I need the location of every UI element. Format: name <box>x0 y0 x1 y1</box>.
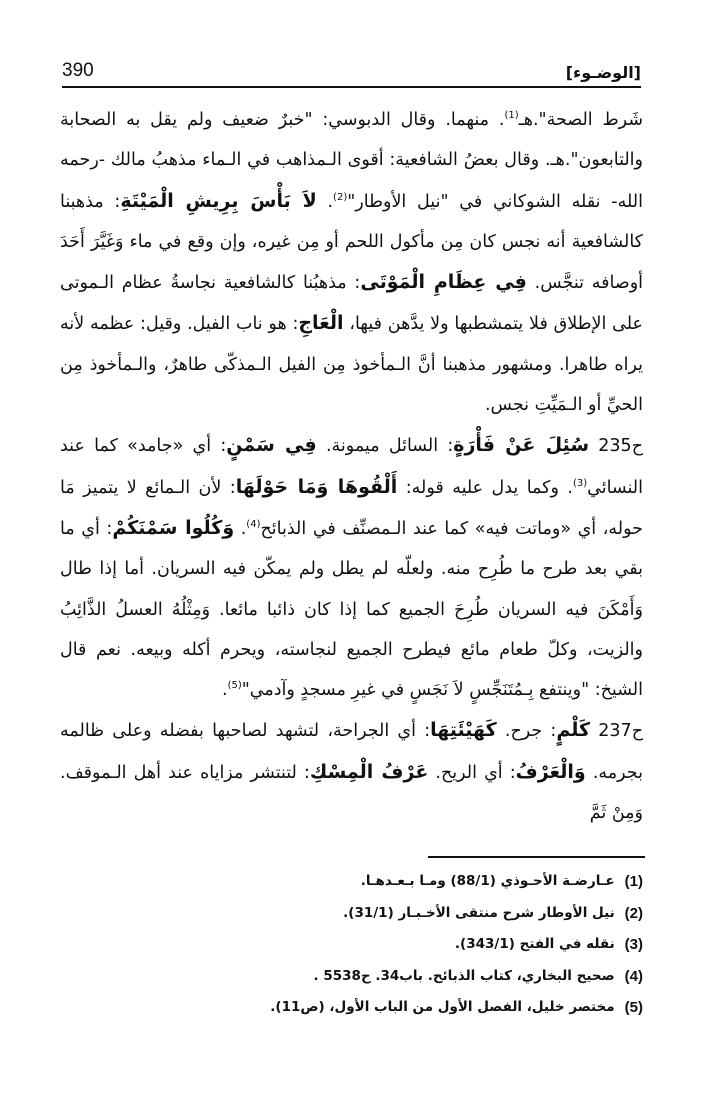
hadith-keyword: وَكُلُوا سَمْنَكُمْ <box>112 516 235 539</box>
text-run: ح235 <box>589 436 643 457</box>
text-run: . منهما. وقال الدبوسي: "خبرٌ ضعيف ولم يقل به الصحابة والتابعون".هـ. وقال بعضُ الشافعية: أقوى الـمذاهب في الـماء مذهبُ مالك -رحمه الله- نقله الشوكاني في "نيل الأوطار" <box>60 110 643 212</box>
hadith-keyword: وَالْعَرْفُ <box>515 760 586 783</box>
text-run: : لأن الـمائع لا يتميز مَا حوله، أي «وماتت فيه» كما عند الـمصنِّف في الذبائح <box>60 477 643 539</box>
hadith-keyword: كَلْمٍ <box>556 719 591 742</box>
footnote-number: (3) <box>624 936 643 953</box>
text-run: : السائل ميمونة. <box>316 436 454 457</box>
footnote-text: نيل الأوطار شرح منتقى الأخـبـار (31/1). <box>343 904 615 921</box>
hadith-keyword: لاَ بَأْسَ بِرِيشِ الْمَيْتَةِ <box>120 189 317 212</box>
paragraph <box>60 100 643 425</box>
footnote-item <box>60 866 643 898</box>
paragraph <box>60 425 643 710</box>
text-run: . <box>221 680 228 701</box>
hadith-keyword: فِي عِظَامِ الْمَوْتَى <box>360 271 527 294</box>
text-run: . <box>316 191 334 212</box>
footnote-item <box>60 961 643 993</box>
paragraph <box>60 710 643 833</box>
footnote-number: (2) <box>624 904 643 922</box>
footnotes <box>60 866 643 1024</box>
running-title: [الوضـوء] <box>565 63 641 82</box>
footnote-ref: (4) <box>246 519 261 531</box>
hadith-keyword: عَرْفُ الْمِسْكِ <box>309 760 429 783</box>
footnote-ref: (1) <box>504 110 519 122</box>
hadith-keyword: الْعَاجِ <box>298 312 344 335</box>
footnote-text: صحيح البخاري، كتاب الذبائح. باب34. ح5538 . <box>313 967 615 984</box>
footnote-text: نقله في الفتح (343/1). <box>454 936 615 952</box>
text-run: شَرط الصحة".هـ <box>518 110 643 130</box>
main-text <box>60 100 643 833</box>
text-run: : أي الريح. <box>428 762 516 783</box>
footnote-number: (4) <box>624 967 643 985</box>
hadith-keyword: كَهَيْئَتِهَا <box>430 719 497 742</box>
footnote-text: عـارضـة الأحـوذي (88/1) ومـا بـعـدهـا. <box>360 873 615 889</box>
text-run: : أي الجراحة، لتشهد لصاحبها بفضله وعلى ظالمه بجرمه. <box>60 721 643 783</box>
text-run: : أي «جامد» كما عند النسائي <box>60 436 644 498</box>
hadith-keyword: أَلْقُوهَا وَمَا حَوْلَهَا <box>235 475 398 498</box>
footnote-item <box>60 992 643 1024</box>
text-run: ح237 <box>590 721 643 742</box>
footnote-ref: (3) <box>572 477 588 489</box>
hadith-keyword: سُئِلَ عَنْ فَأْرَةٍ <box>453 434 590 457</box>
text-run: : مذهبنا كالشافعية أنه نجس كان مِن مأكول اللحم أو مِن غيره، وإن وقع في ماء وَغَيَّرَ أَحَدَ أوصافه تنجَّس. <box>60 191 644 294</box>
text-run: . <box>234 518 247 539</box>
footnote-ref: (2) <box>333 191 348 203</box>
text-run: : أي ما بقي بعد طرح ما طُرِح منه. ولعلّه لم يطل ولم يمكّن فيه السريان. أما إذا طال وَأَمْكَنَ فيه السريان طُرِحَ الجميع كما إذا كان ذائبا مائعا. وَمِثْلُهُ العسلُ الذَّائِبُ والزيت، وكلّ طعام مائع فيطرح الجميع لنجاسته، ويحرم أكله وبيعه. نعم قال الشيخ: "وينتفع بِـمُتَنَجِّسٍ لاَ نَجَسٍ في غيرِ مسجدٍ وآدمي" <box>60 518 643 701</box>
footnote-number: (1) <box>624 873 643 890</box>
hadith-keyword: فِي سَمْنٍ <box>226 434 317 457</box>
footnote-text: مختصر خليل، الفصل الأول من الباب الأول، (ص11). <box>270 999 615 1015</box>
footnote-number: (5) <box>624 999 643 1016</box>
page-header <box>62 52 641 88</box>
page-number: 390 <box>62 60 94 81</box>
footnote-ref: (5) <box>227 680 242 692</box>
text-run: . وكما يدل عليه قوله: <box>397 477 573 498</box>
footnote-item <box>60 929 643 961</box>
text-run: : مذهبُنا كالشافعية نجاسةُ عظام الـموتى على الإطلاق فلا يتمشطبها ولا يدَّهن فيها، <box>60 273 643 335</box>
footnote-item <box>60 898 643 930</box>
footnote-divider <box>428 856 645 858</box>
text-run: : لتنتشر مزاياه عند أهل الـموقف. وَمِنْ ثَمَّ <box>60 762 643 824</box>
text-run: : جرح. <box>496 721 557 742</box>
text-run: : هو ناب الفيل. وقيل: عظمه لأنه يراه طاهرا. ومشهور مذهبنا أنَّ الـمأخوذ مِن الفيل الـمذكّى طاهرٌ، والـمأخوذ مِن الحيِّ أو الـمَيِّتِ نجس. <box>60 314 643 416</box>
